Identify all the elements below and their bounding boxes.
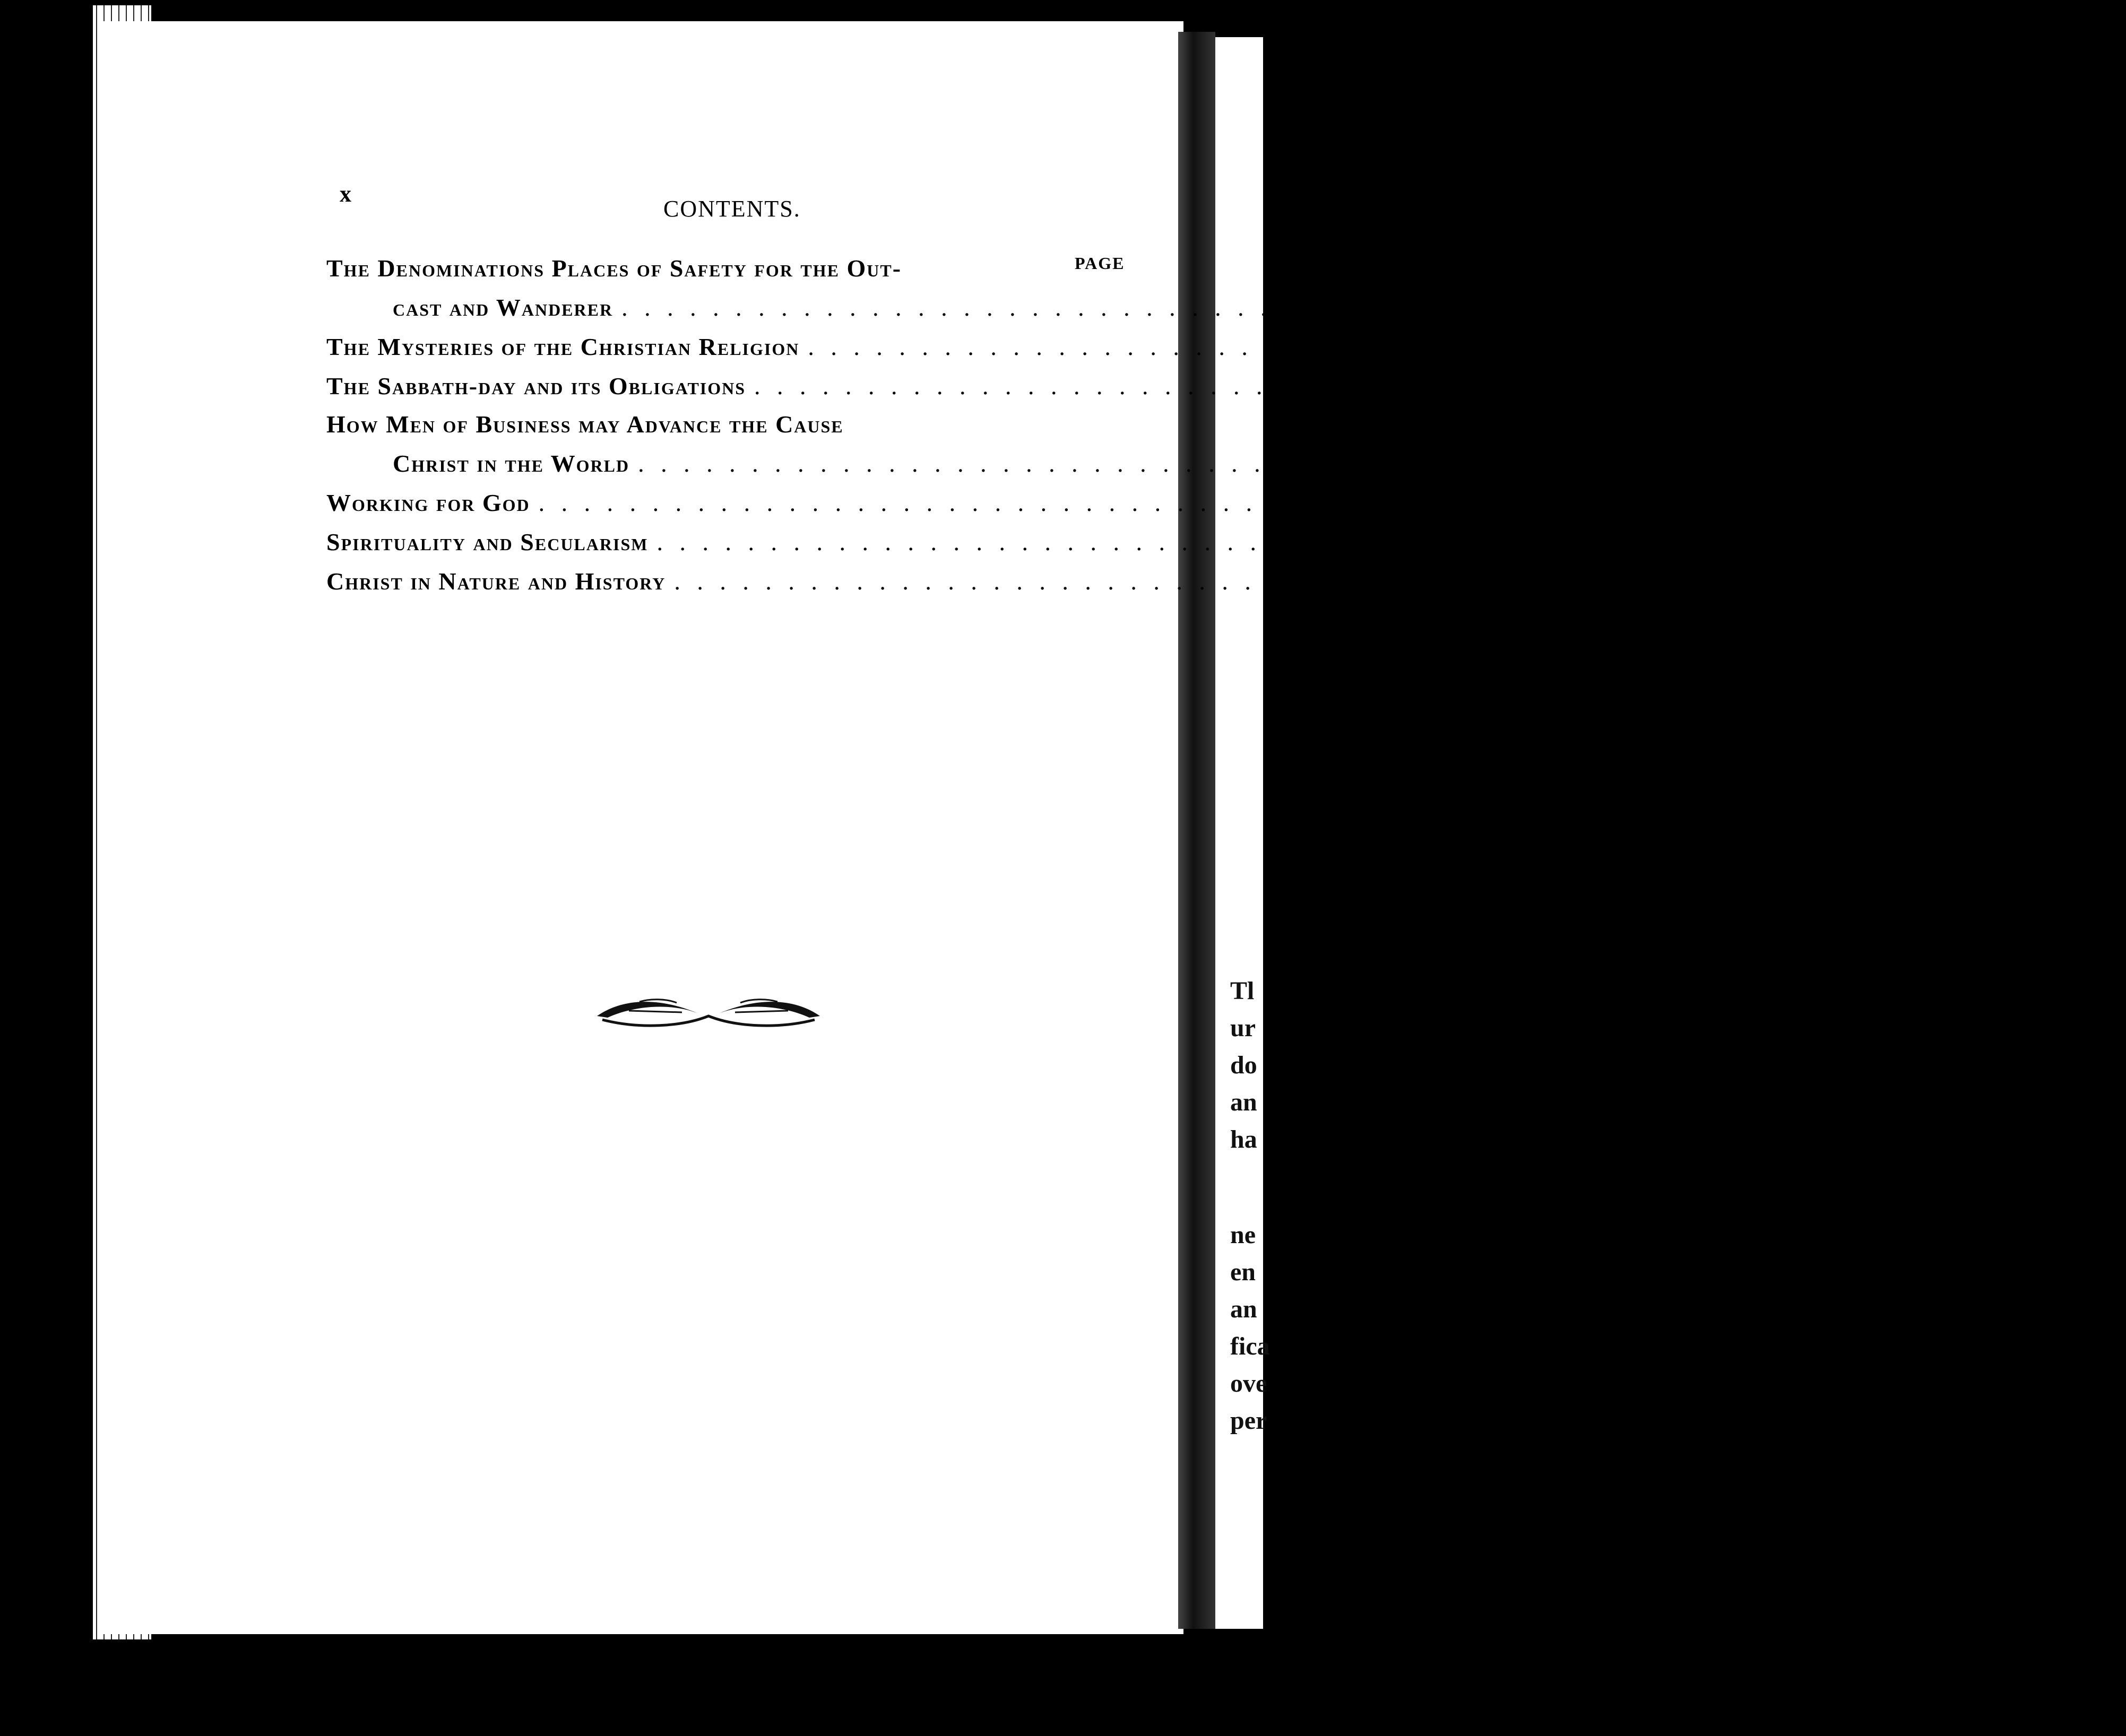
page-folio: x (340, 181, 351, 207)
page-column-label: PAGE (1075, 254, 1125, 273)
toc-page-number: 264 (1813, 487, 1857, 517)
book-spine (1178, 32, 1215, 1629)
right-page-fragment: ha (1230, 1125, 1257, 1153)
toc-entry (326, 483, 1857, 522)
toc-entry (326, 405, 1956, 483)
right-page-fragment: an (1230, 1088, 1257, 1116)
toc-page-number: 216 (1896, 292, 1940, 322)
right-page-fragment: en (1230, 1258, 1256, 1286)
toc-entry-title: Christ in Nature and History (326, 568, 666, 595)
toc-entry-title: Working for God (326, 489, 530, 516)
toc-page-number: 237 (2029, 370, 2072, 400)
running-head: CONTENTS. (663, 196, 801, 222)
dot-leader (638, 445, 1905, 483)
toc-entry-title: How Men of Business may Advance the Cause (326, 411, 844, 438)
right-page-fragment: ne (1230, 1221, 1256, 1249)
scan-bottom-border (0, 1650, 1263, 1736)
toc-page-number: 294 (1949, 566, 1992, 595)
right-page-fragment: Tl (1230, 977, 1255, 1005)
right-page-fragment: do (1230, 1051, 1257, 1079)
right-page-fragment: ove (1230, 1369, 1267, 1398)
right-page-fragment: per (1230, 1407, 1267, 1435)
toc-page-number: 281 (1931, 526, 1975, 556)
toc-page-number: 252 (1913, 448, 1956, 478)
toc-entry-title: The Sabbath-day and its Obligations (326, 372, 746, 400)
dot-leader (754, 367, 2021, 405)
dot-leader (674, 562, 1941, 601)
toc-entry (326, 561, 1992, 601)
decorative-flourish-icon (592, 987, 825, 1035)
toc-entry-title: The Mysteries of the Christian Religion (326, 333, 800, 360)
toc-entry (326, 366, 2072, 405)
dot-leader (539, 484, 1805, 522)
toc-entry-title: Spirituality and Secularism (326, 528, 649, 555)
right-page-fragment: fica (1230, 1332, 1270, 1360)
toc-entry (326, 249, 1940, 327)
toc-entry-title: The Denominations Places of Safety for the Out- (326, 255, 902, 282)
toc-entry (326, 522, 1975, 561)
right-page-fragment: ur (1230, 1014, 1256, 1042)
dot-leader (621, 289, 1888, 327)
toc-entry-title-continued: Christ in the World (393, 450, 630, 477)
table-of-contents (326, 249, 2126, 601)
toc-entry-title-continued: cast and Wanderer (393, 294, 613, 321)
toc-page-number: 226 (2082, 331, 2126, 361)
toc-entry (326, 327, 2126, 366)
dot-leader (808, 328, 2075, 366)
right-page-fragment: an (1230, 1295, 1257, 1323)
dot-leader (656, 523, 1923, 561)
